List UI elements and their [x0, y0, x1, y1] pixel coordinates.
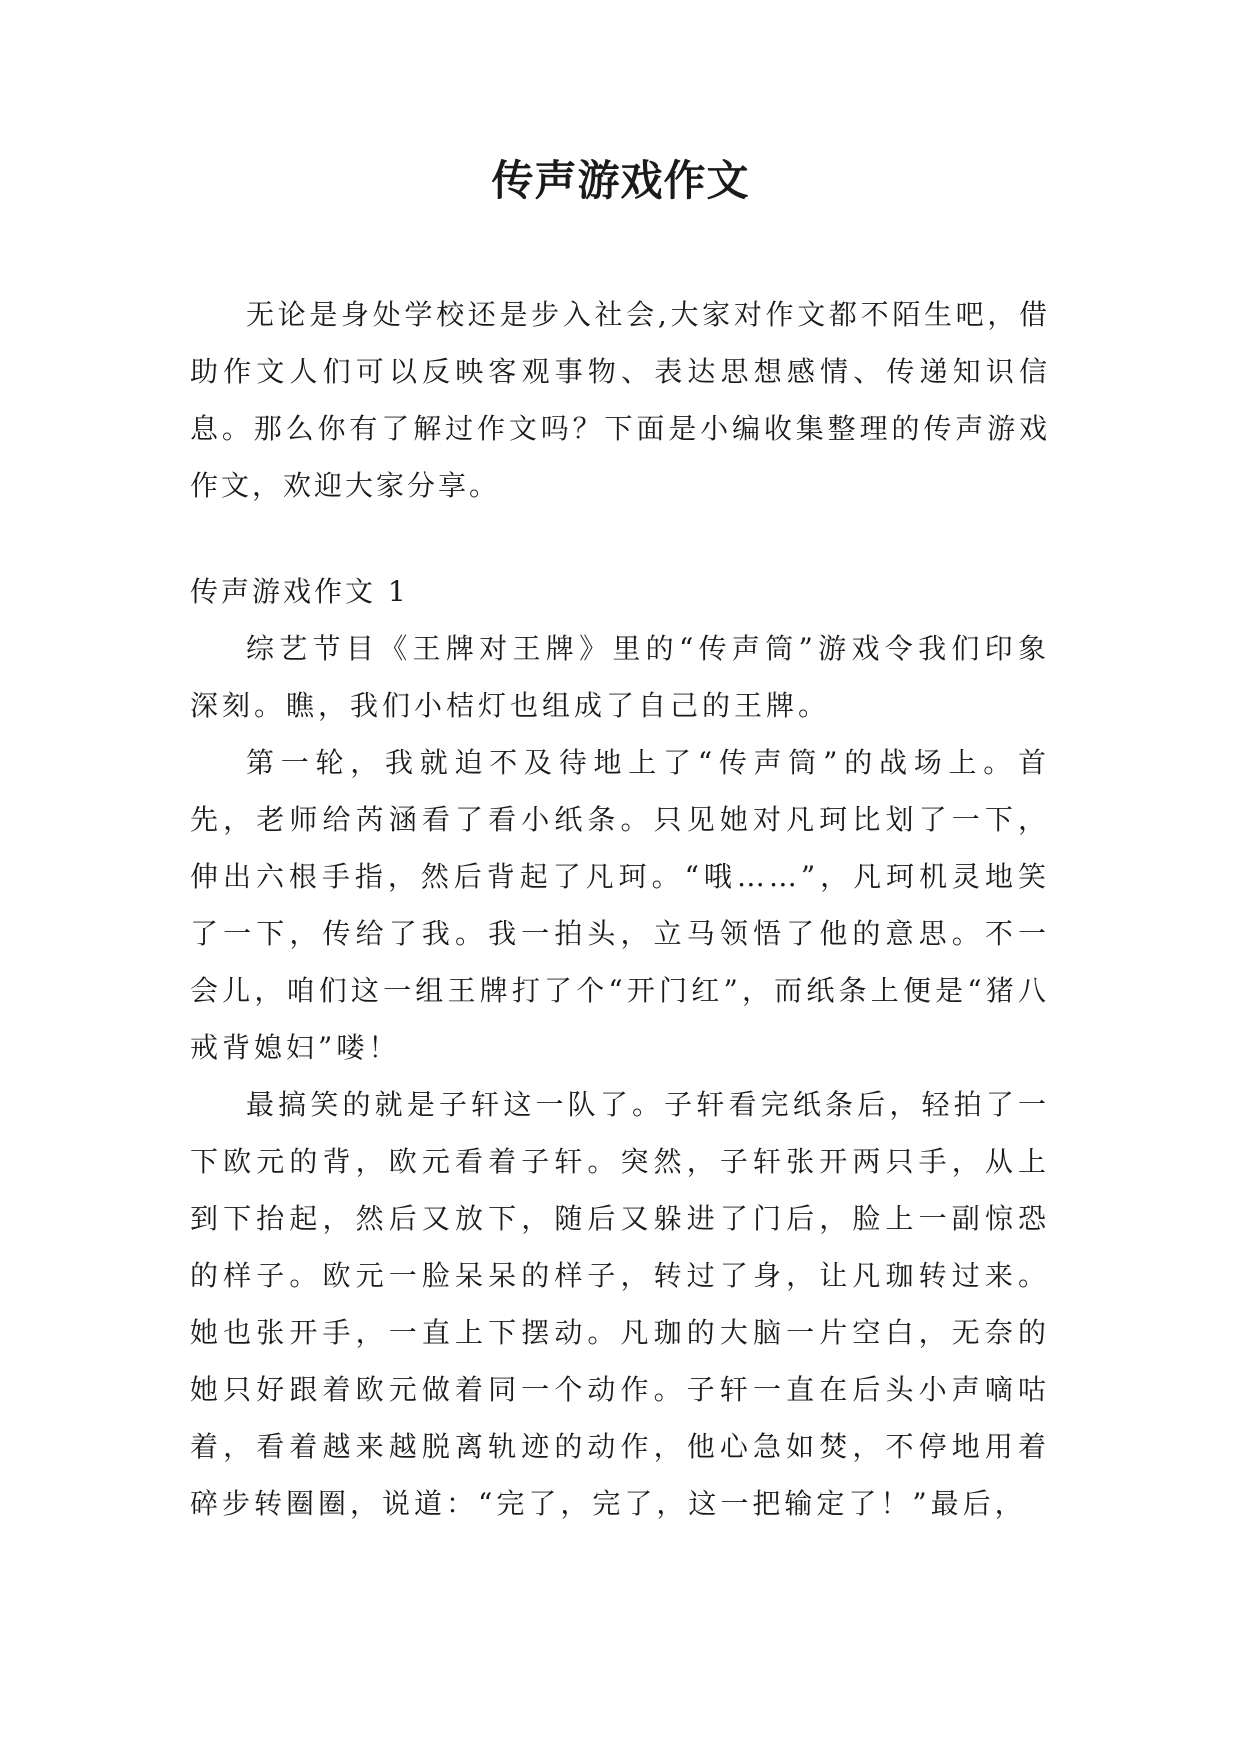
body-paragraph: 综艺节目《王牌对王牌》里的“传声筒”游戏令我们印象深刻。瞧，我们小桔灯也组成了自己的王牌。: [190, 632, 1050, 722]
body-paragraph: 最搞笑的就是子轩这一队了。子轩看完纸条后，轻拍了一下欧元的背，欧元看着子轩。突然，子轩张开两只手，从上到下抬起，然后又放下，随后又躲进了门后，脸上一副惊恐的样子。欧元一脸呆呆的样子，转过了身，让凡珈转过来。她也张开手，一直上下摆动。凡珈的大脑一片空白，无奈的她只好跟着欧元做着同一个动作。子轩一直在后头小声嘀咕着，看着越来越脱离轨迹的动作，他心急如焚，不停地用着碎步转圈圈，说道：“完了，完了，这一把输定了！”最后，: [190, 1088, 1050, 1520]
section-spacer: [190, 514, 1050, 563]
document-title: 传声游戏作文: [491, 156, 750, 205]
body-paragraph: 第一轮，我就迫不及待地上了“传声筒”的战场上。首先，老师给芮涵看了看小纸条。只见她对凡珂比划了一下，伸出六根手指，然后背起了凡珂。“哦……”，凡珂机灵地笑了一下，传给了我。我一拍头，立马领悟了他的意思。不一会儿，咱们这一组王牌打了个“开门红”，而纸条上便是“猪八戒背媳妇”喽！: [190, 746, 1050, 1064]
section-heading: 传声游戏作文 1: [190, 575, 409, 608]
document-body: [190, 286, 1050, 1532]
intro-paragraph: 无论是身处学校还是步入社会,大家对作文都不陌生吧，借助作文人们可以反映客观事物、表达思想感情、传递知识信息。那么你有了解过作文吗？下面是小编收集整理的传声游戏作文，欢迎大家分享。: [190, 298, 1050, 502]
